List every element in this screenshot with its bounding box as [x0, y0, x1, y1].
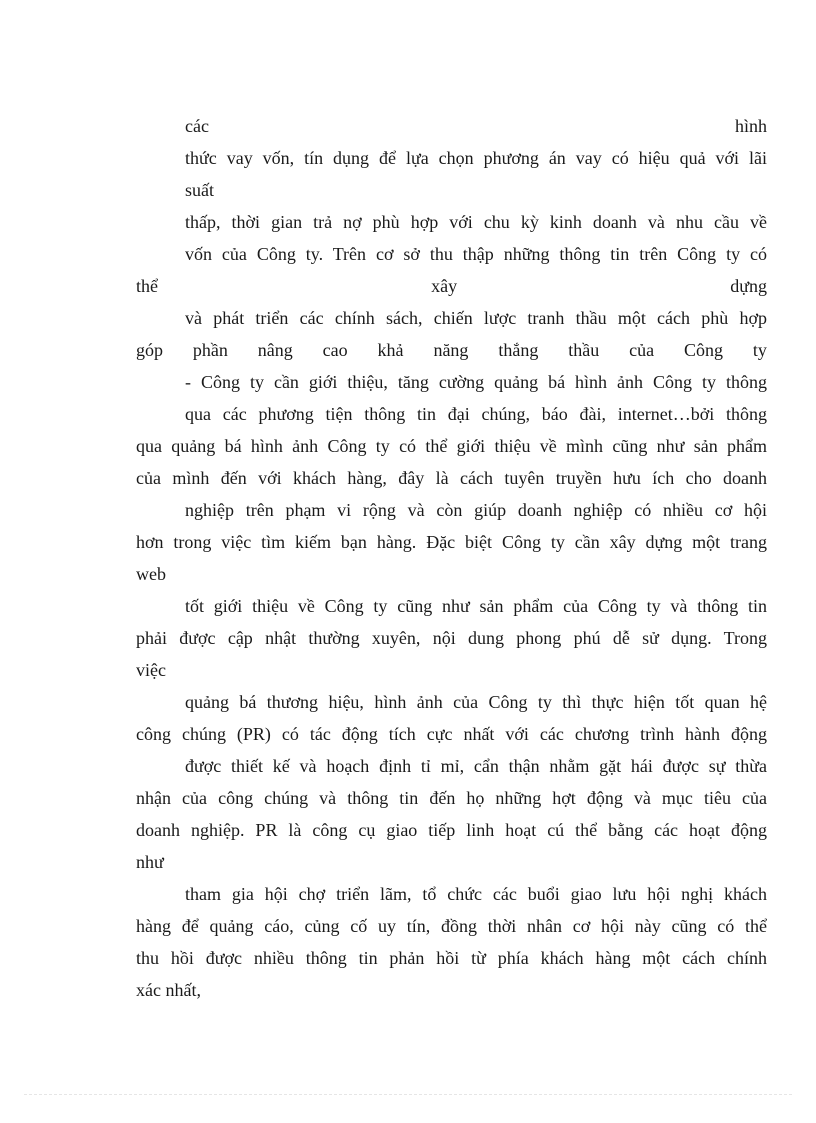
- text-line-21: được thiết kế và hoạch định tỉ mỉ, cẩn thận nhằm gặt hái được sự thừa: [185, 756, 767, 776]
- word: góp: [136, 340, 163, 360]
- text-line-20: công chúng (PR) có tác động tích cực nhất với các chương trình hành động: [136, 724, 767, 744]
- word: thể: [136, 276, 158, 296]
- word: năng: [433, 340, 469, 360]
- word: nâng: [257, 340, 293, 360]
- word: ty: [752, 340, 767, 360]
- text-line-26: hàng để quảng cáo, củng cố uy tín, đồng thời nhân cơ hội này cũng có thể: [136, 916, 767, 936]
- word: thầu: [568, 340, 600, 360]
- text-line-5: vốn của Công ty. Trên cơ sở thu thập những thông tin trên Công ty có: [185, 244, 767, 264]
- text-line-17: phải được cập nhật thường xuyên, nội dung phong phú dễ sử dụng. Trong: [136, 628, 767, 648]
- word: của: [629, 340, 655, 360]
- text-line-13: nghiệp trên phạm vi rộng và còn giúp doanh nghiệp có nhiều cơ hội: [185, 500, 767, 520]
- text-line-22: nhận của công chúng và thông tin đến họ những hợt động và mục tiêu của: [136, 788, 767, 808]
- text-line-1: [185, 114, 767, 138]
- text-line-14: hơn trong việc tìm kiếm bạn hàng. Đặc biệt Công ty cần xây dựng một trang: [136, 532, 767, 552]
- text-line-9: - Công ty cần giới thiệu, tăng cường quảng bá hình ảnh Công ty thông: [185, 372, 767, 392]
- word: hình: [734, 116, 767, 136]
- word: dựng: [730, 276, 767, 296]
- text-line-3: suất: [185, 180, 214, 200]
- word: khả: [377, 340, 404, 360]
- text-line-27: thu hồi được nhiều thông tin phản hồi từ phía khách hàng một cách chính: [136, 948, 767, 968]
- text-line-28: xác nhất,: [136, 980, 201, 1000]
- page-bottom-divider: [24, 1094, 792, 1095]
- word: các: [185, 116, 209, 136]
- text-line-4: thấp, thời gian trả nợ phù hợp với chu kỳ kinh doanh và nhu cầu về: [185, 212, 767, 232]
- text-line-7: và phát triển các chính sách, chiến lược tranh thầu một cách phù hợp: [185, 308, 767, 328]
- text-line-23: doanh nghiệp. PR là công cụ giao tiếp linh hoạt cú thể bằng các hoạt động: [136, 820, 767, 840]
- text-line-19: quảng bá thương hiệu, hình ảnh của Công ty thì thực hiện tốt quan hệ: [185, 692, 767, 712]
- word: thắng: [498, 340, 539, 360]
- word: xây: [431, 276, 458, 296]
- text-line-24: như: [136, 852, 164, 872]
- text-line-10: qua các phương tiện thông tin đại chúng, báo đài, internet…bởi thông: [185, 404, 767, 424]
- text-line-2: thức vay vốn, tín dụng để lựa chọn phương án vay có hiệu quả với lãi: [185, 148, 767, 168]
- text-line-11: qua quảng bá hình ảnh Công ty có thể giới thiệu về mình cũng như sản phẩm: [136, 436, 767, 456]
- text-line-6: [136, 274, 767, 298]
- word: Công: [683, 340, 723, 360]
- text-line-12: của mình đến với khách hàng, đây là cách tuyên truyền hưu ích cho doanh: [136, 468, 767, 488]
- text-line-8: [136, 338, 767, 362]
- text-line-18: việc: [136, 660, 166, 680]
- text-line-16: tốt giới thiệu về Công ty cũng như sản phẩm của Công ty và thông tin: [185, 596, 767, 616]
- text-line-15: web: [136, 564, 166, 584]
- word: cao: [322, 340, 348, 360]
- text-line-25: tham gia hội chợ triển lãm, tổ chức các buổi giao lưu hội nghị khách: [185, 884, 767, 904]
- word: phần: [192, 340, 228, 360]
